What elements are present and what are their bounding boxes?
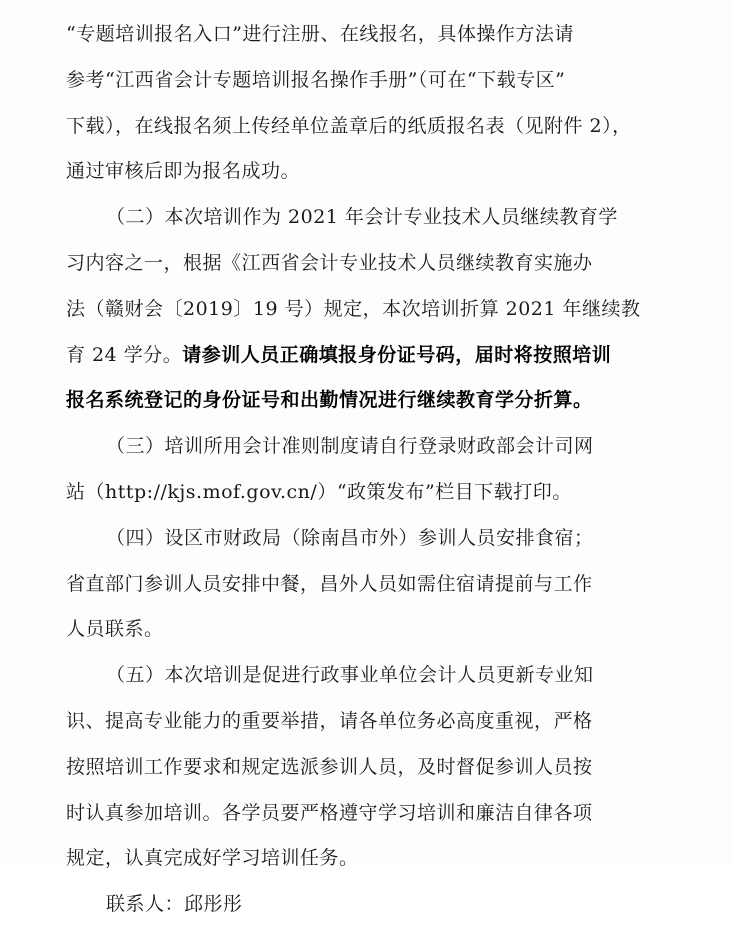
paragraph-line: 习内容之一，根据《江西省会计专业技术人员继续教育实施办 — [66, 251, 593, 274]
paragraph-line: 省直部门参训人员安排中餐，昌外人员如需住宿请提前与工作 — [66, 572, 593, 595]
paragraph-line: 规定，认真完成好学习培训任务。 — [66, 847, 359, 870]
paragraph-line: 参考“江西省会计专题培训报名操作手册”（可在“下载专区” — [66, 68, 566, 91]
paragraph-line: 按照培训工作要求和规定选派参训人员，及时督促参训人员按 — [66, 755, 593, 778]
bold-emphasis-text: 请参训人员正确填报身份证号码，届时将按照培训 — [182, 343, 612, 366]
paragraph-line: 下载），在线报名须上传经单位盖章后的纸质报名表（见附件 2）， — [66, 114, 632, 137]
paragraph-5-start: （五）本次培训是促进行政事业单位会计人员更新专业知 — [106, 664, 594, 687]
contact-person: 联系人：邱彤彤 — [106, 893, 243, 916]
paragraph-line: 时认真参加培训。各学员要严格遵守学习培训和廉洁自律各项 — [66, 801, 593, 824]
normal-text: 育 24 学分。 — [66, 343, 183, 366]
paragraph-4-start: （四）设区市财政局（除南昌市外）参训人员安排食宿； — [106, 526, 594, 549]
paragraph-line: 法（赣财会〔2019〕19 号）规定，本次培训折算 2021 年继续教 — [66, 297, 641, 320]
document-body — [66, 12, 656, 928]
paragraph-line: “专题培训报名入口”进行注册、在线报名，具体操作方法请 — [66, 23, 574, 45]
paragraph-line-mixed — [66, 333, 656, 379]
paragraph-line: 识、提高专业能力的重要举措，请各单位务必高度重视，严格 — [66, 709, 593, 732]
paragraph-line: 通过审核后即为报名成功。 — [66, 160, 301, 183]
paragraph-line: 人员联系。 — [66, 618, 164, 641]
paragraph-2-start: （二）本次培训作为 2021 年会计专业技术人员继续教育学 — [106, 206, 618, 229]
paragraph-line: 站（http://kjs.mof.gov.cn/）“政策发布”栏目下载打印。 — [66, 480, 572, 503]
bold-emphasis-line: 报名系统登记的身份证号和出勤情况进行继续教育学分折算。 — [66, 389, 593, 412]
paragraph-3-start: （三）培训所用会计准则制度请自行登录财政部会计司网 — [106, 435, 594, 458]
